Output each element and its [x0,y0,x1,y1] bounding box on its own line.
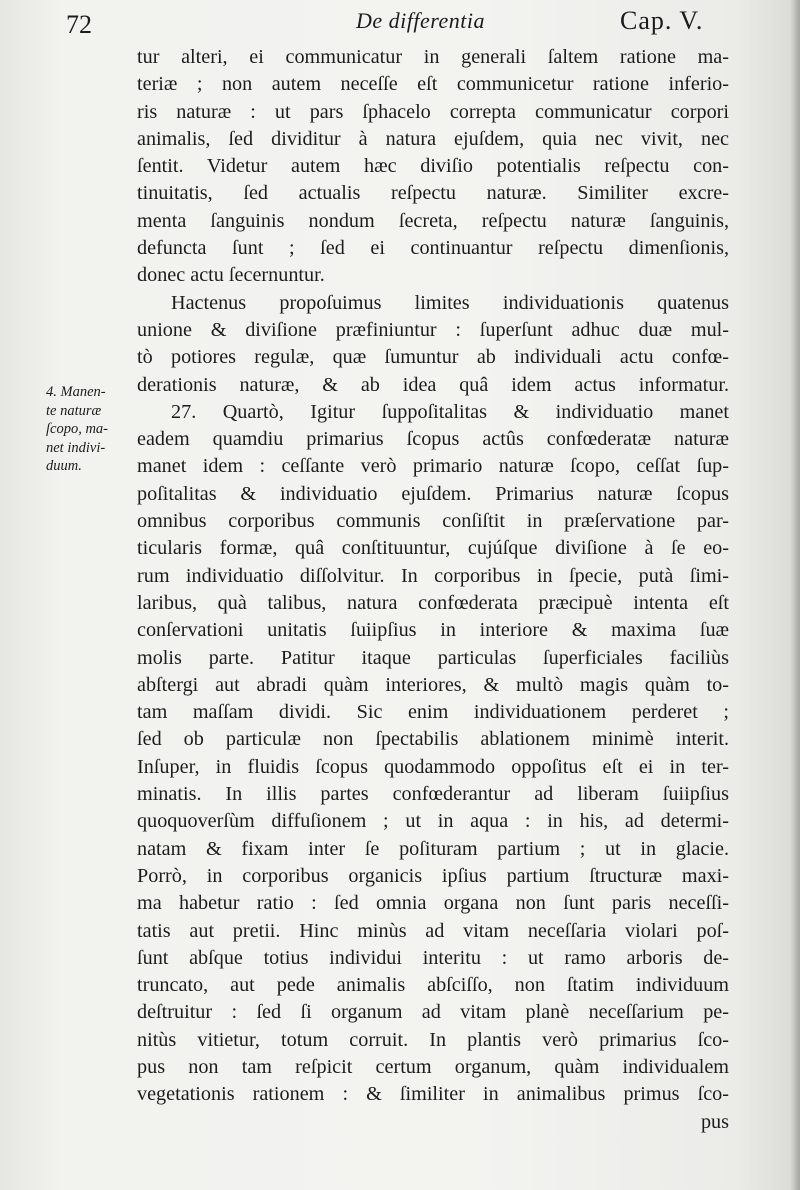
margin-note [46,383,132,476]
text-line: donec actu ſecernuntur. [137,264,325,287]
text-line: unione & diviſione præfiniuntur : ſuperſunt adhuc duæ mul- [137,318,729,341]
running-head [0,4,800,44]
page-gutter-shadow [790,0,800,1190]
text-line: abſtergi aut abradi quàm interiores, & multò magis quàm to- [137,673,729,696]
text-line: natam & fixam inter ſe poſituram partium ; ut in glacie. [137,837,729,860]
margin-note-line: net indivi- [46,439,106,456]
text-line: 27. Quartò, Igitur ſuppoſitalitas & individuatio manet [171,400,729,423]
text-line: vegetationis rationem : & ſimiliter in animalibus primus ſco- [137,1083,729,1106]
text-line: tinuitatis, ſed actualis reſpectu naturæ. Similiter excre- [137,182,729,205]
text-line: conſervationi unitatis ſuiipſius in interiore & maxima ſuæ [137,619,729,642]
margin-note-line: te naturæ [46,402,102,419]
text-line: laribus, quà talibus, natura confœderata præcipuè intenta eſt [137,591,729,614]
catchword: pus [700,1110,729,1133]
text-line: derationis naturæ, & ab idea quâ idem actus informatur. [137,373,729,396]
margin-note-line: 4. Manen- [46,384,106,400]
text-line: deſtruitur : ſed ſi organum ad vitam planè neceſſarium pe- [137,1001,729,1024]
page-number: 72 [66,10,92,39]
text-line: manet idem : ceſſante verò primario naturæ ſcopo, ceſſat ſup- [137,455,729,478]
text-line: menta ſanguinis nondum ſecreta, reſpectu naturæ ſanguinis, [137,209,729,232]
text-line: tur alteri, ei communicatur in generali ſaltem ratione ma- [137,46,729,68]
text-line: teriæ ; non autem neceſſe eſt communicetur ratione inferio- [137,73,729,96]
body-text [137,44,729,1136]
running-title: De differentia [356,8,485,33]
text-line: Porrò, in corporibus organicis ipſius partium ſtructuræ maxi- [137,864,729,887]
text-line: ſed ob particulæ non ſpectabilis ablationem minimè interit. [137,728,729,751]
text-line: Inſuper, in fluidis ſcopus quodammodo oppoſitus eſt ei in ter- [137,755,729,778]
text-line: tam maſſam dividi. Sic enim individuationem perderet ; [137,701,729,724]
text-line: quoquoverſùm diffuſionem ; ut in aqua : in his, ad determi- [137,810,729,833]
chapter-label: Cap. V. [620,6,704,35]
text-line: ſentit. Videtur autem hæc diviſio potentialis reſpectu con- [137,155,729,178]
text-line: nitùs vitietur, totum corruit. In plantis verò primarius ſco- [137,1028,729,1051]
text-line: eadem quamdiu primarius ſcopus actûs confœderatæ naturæ [137,428,729,451]
text-line: ris naturæ : ut pars ſphacelo correpta communicatur corpori [137,100,729,123]
text-line: truncato, aut pede animalis abſciſſo, non ſtatim individuum [137,974,729,997]
text-line: minatis. In illis partes confœderantur ad liberam ſuiipſius [137,783,729,806]
text-line: tatis aut pretii. Hinc minùs ad vitam neceſſaria violari poſ- [137,919,729,942]
margin-note-line: ſcopo, ma- [46,421,109,437]
margin-note-line: duum. [46,458,82,474]
text-line: defuncta ſunt ; ſed ei continuantur reſpectu dimenſionis, [137,237,729,260]
text-line: ticularis formæ, quâ conſtituuntur, cujúſque diviſione à ſe eo- [137,537,729,560]
text-line: tò potiores regulæ, quæ ſumuntur ab individuali actu confœ- [137,346,729,369]
text-line: ſunt abſque totius individui interitu : ut ramo arboris de- [137,946,729,969]
text-line: rum individuatio diſſolvitur. In corporibus in ſpecie, putà ſimi- [137,564,729,587]
text-line: omnibus corporibus communis conſiſtit in præſervatione par- [137,510,729,533]
text-line: pus non tam reſpicit certum organum, quàm individualem [137,1055,729,1078]
text-line: animalis, ſed dividitur à natura ejuſdem, quia nec vivit, nec [137,127,729,150]
text-line: ma habetur ratio : ſed omnia organa non ſunt paris neceſſi- [137,892,729,915]
text-line: Hactenus propoſuimus limites individuationis quatenus [171,291,729,314]
text-line: poſitalitas & individuatio ejuſdem. Primarius naturæ ſcopus [137,482,729,505]
text-line: molis parte. Patitur itaque particulas ſuperficiales faciliùs [137,646,729,669]
